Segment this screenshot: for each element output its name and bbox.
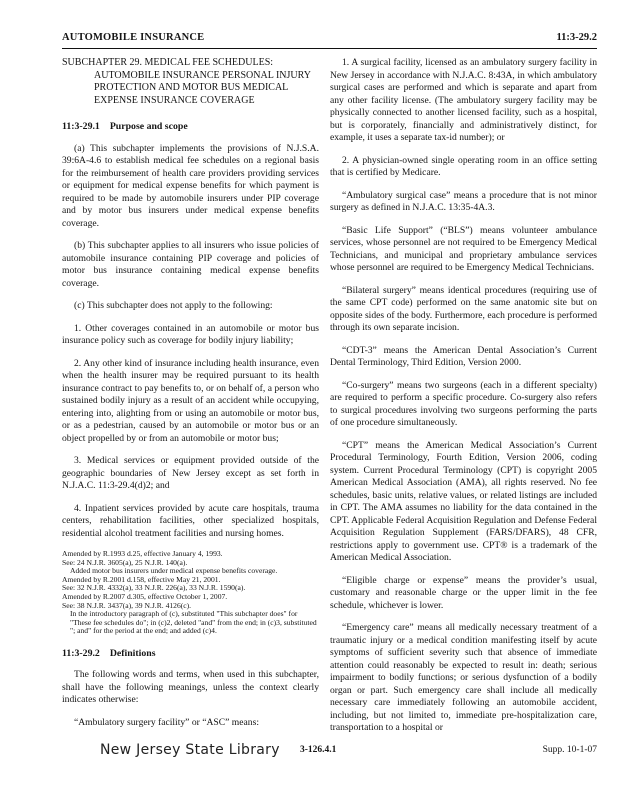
header-title: AUTOMOBILE INSURANCE	[62, 32, 205, 43]
history-line: Amended by R.2007 d.305, effective October 1, 2007.	[62, 591, 228, 601]
history-line: See: 24 N.J.R. 3605(a), 25 N.J.R. 140(a).	[62, 557, 188, 567]
subchapter-title: AUTOMOBILE INSURANCE PERSONAL INJURY PROTECTION AND MOTOR BUS MEDICAL EXPENSE INSURANCE COVERAGE	[94, 69, 311, 106]
definition-emergency-care: “Emergency care” means all medically necessary treatment of a traumatic injury or a medical condition manifesting itself by acute symptoms of sufficient severity such that absence of immediate attention could reasonably be expected to result in: death; serious impairment to bodily functions; or serious dysfunction of a bodily organ or part. Such emergency care shall include all medically necessary care immediately following an automobile accident, including, but not limited to, immediate pre-hospitalization care, transportation to a hospital or	[330, 622, 597, 733]
definition-cpt: “CPT” means the American Medical Association’s Current Procedural Terminology, Fourth Edition, Version 2006, coding system. Current Procedural Terminology (CPT) is copyright 2005 American Medical Association (AMA), all rights reserved. No fee schedules, basic units, relative values, or related listings are included in CPT. The AMA assumes no liability for the data contained in the CPT. Applicable Federal Acquisition Regulation and Defense Federal Acquisition Regulation Supplement (FARS/DFARS), 48 CFR, restrictions apply to government use. CPT® is a trademark of the American Medical Association.	[330, 439, 597, 563]
library-watermark: New Jersey State Library	[100, 742, 280, 758]
amendment-history	[62, 550, 319, 636]
section-title: Purpose and scope	[109, 121, 188, 132]
definition-co-surgery: “Co-surgery” means two surgeons (each in a different specialty) are required to perform a specific procedure. Co-surgery also refers to surgical procedures involving two surgeons performing the parts of one procedure simultaneously.	[330, 379, 597, 428]
paragraph-c: (c) This subchapter does not apply to the following:	[74, 300, 273, 311]
right-column	[330, 57, 597, 745]
left-column	[62, 57, 319, 739]
history-line: See: 38 N.J.R. 3437(a), 39 N.J.R. 4126(c).	[62, 600, 192, 610]
section-heading-29-1	[62, 121, 319, 134]
history-note: Added motor bus insurers under medical expense benefits coverage.	[70, 566, 278, 576]
paragraph-c4: 4. Inpatient services provided by acute care hospitals, trauma centers, rehabilitation facilities, other specialized hospitals, residential alcohol treatment facilities and nursing homes.	[62, 502, 319, 539]
section-number: 11:3-29.1	[62, 121, 100, 132]
paragraph-c1: 1. Other coverages contained in an automobile or motor bus insurance policy such as coverage for bodily injury liability;	[62, 322, 319, 346]
definition-cdt-3: “CDT-3” means the American Dental Association’s Current Dental Terminology, Third Edition, Version 2000.	[330, 344, 597, 368]
definition-ambulatory-surgical-case: “Ambulatory surgical case” means a procedure that is not minor surgery as defined in N.J.A.C. 13:35-4A.3.	[330, 189, 597, 213]
section-number: 11:3-29.2	[62, 647, 100, 659]
header-section-ref: 11:3-29.2	[556, 32, 597, 43]
asc-item-1: 1. A surgical facility, licensed as an ambulatory surgery facility in New Jersey in accordance with N.J.A.C. 8:43A, in which ambulatory surgical cases are performed and which is separate and apart from any other facility license. (The ambulatory surgery facility may be physically connected to another licensed facility, such as a hospital, but is corporately, financially and administratively distinct, for example, it uses a separate tax-id number); or	[330, 57, 597, 143]
page-number: 3-126.4.1	[300, 745, 337, 755]
history-note: In the introductory paragraph of (c), substituted "This subchapter does" for "These fee schedules do"; in (c)2, deleted "and" from the end; in (c)3, substituted "; and" for the period at the end; and added (c)4.	[70, 609, 317, 636]
subchapter-lead: SUBCHAPTER 29. MEDICAL FEE SCHEDULES:	[62, 57, 274, 68]
supplement-date: Supp. 10-1-07	[542, 745, 597, 755]
definition-bilateral-surgery: “Bilateral surgery” means identical procedures (requiring use of the same CPT code) performed on the same anatomic site but on opposite sides of the body. Furthermore, each procedure is performed through its own separate incision.	[330, 284, 597, 333]
paragraph-b: (b) This subchapter applies to all insurers who issue policies of automobile insurance containing PIP coverage and policies of motor bus insurance containing medical expense benefits coverage.	[62, 240, 319, 289]
definition-eligible-charge: “Eligible charge or expense” means the provider’s usual, customary and reasonable charge or the upper limit in the fee schedule, whichever is lower.	[330, 574, 597, 611]
paragraph-c3: 3. Medical services or equipment provided outside of the geographic boundaries of New Jersey except as set forth in N.J.A.C. 11:3-29.4(d)2; and	[62, 455, 319, 491]
history-line: Amended by R.1993 d.25, effective January 4, 1993.	[62, 549, 223, 558]
paragraph-c2: 2. Any other kind of insurance including health insurance, even when the health insurer may be required pursuant to its health insurance contract to pay benefits to, or on behalf of, a person who sustained bodily injury as a result of an accident while occupying, entering into, alighting from or using an automobile or motor bus, or as a pedestrian, caused by an automobile or motor bus or an object propelled by or from an automobile or motor bus;	[62, 357, 319, 444]
history-line: Amended by R.2001 d.158, effective May 21, 2001.	[62, 574, 221, 584]
running-header	[62, 32, 597, 49]
definition-bls: “Basic Life Support” (“BLS”) means volunteer ambulance services, whose personnel are not required to be Emergency Medical Technicians, and municipal and proprietary ambulance services whose personnel are required to be Emergency Medical Technicians.	[330, 224, 597, 273]
subchapter-heading	[62, 57, 319, 107]
section-title: Definitions	[109, 647, 156, 659]
definitions-intro: The following words and terms, when used in this subchapter, shall have the following meanings, unless the context clearly indicates otherwise:	[62, 669, 319, 706]
asc-item-2: 2. A physician-owned single operating room in an office setting that is certified by Medicare.	[330, 154, 597, 178]
definition-asc: “Ambulatory surgery facility” or “ASC” means:	[74, 716, 259, 728]
section-heading-29-2	[62, 648, 319, 661]
paragraph-a: (a) This subchapter implements the provisions of N.J.S.A. 39:6A-4.6 to establish medical fee schedules on a regional basis for the reimbursement of health care providers providing services or equipment for medical expense benefits for which payment is required to be made by automobile insurers under PIP coverage and by motor bus insurers under medical expense benefits coverage.	[62, 142, 319, 229]
history-line: See: 32 N.J.R. 4332(a), 33 N.J.R. 226(a), 33 N.J.R. 1590(a).	[62, 583, 246, 593]
